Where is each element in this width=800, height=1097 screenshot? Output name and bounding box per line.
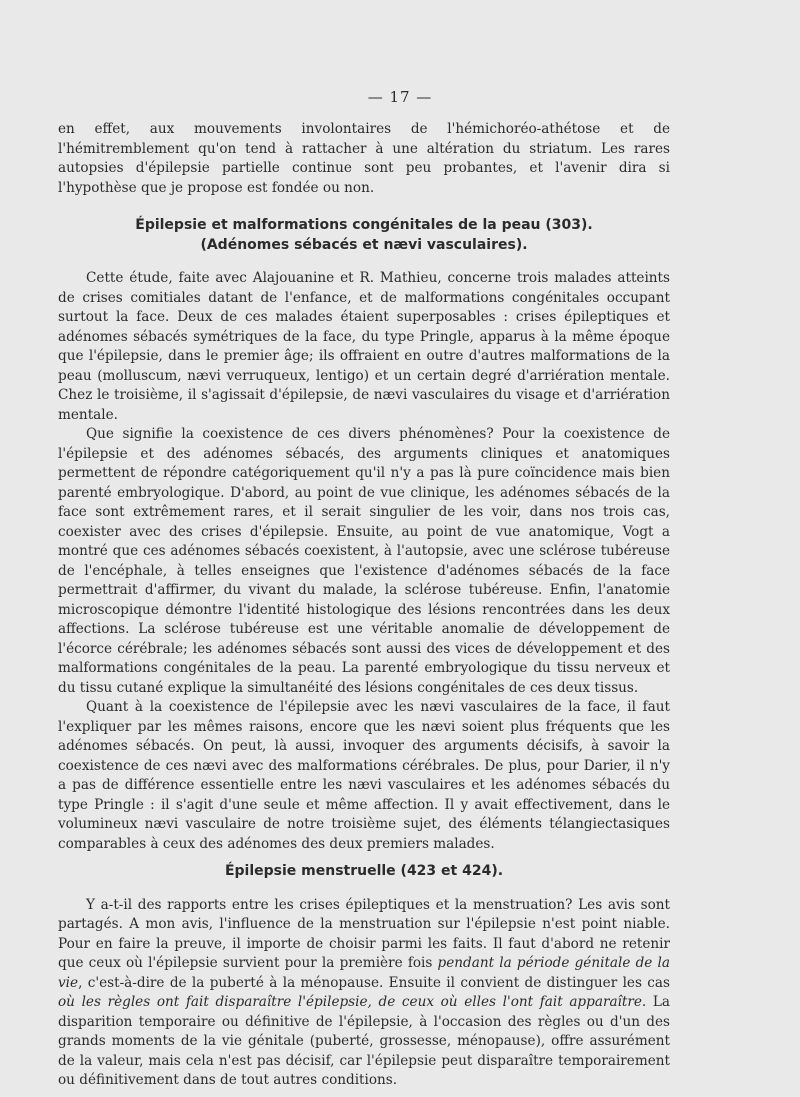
paragraph-3: Quant à la coexistence de l'épilepsie avec les nævi vasculaires de la face, il faut l'expliquer par les mêmes raisons, encore que les nævi soient plus fréquents que les adénomes sébacés. On peut, là aussi, invoquer des arguments décisifs, à savoir la coexistence de ces nævi avec des malformations cérébrales. De plus, pour Darier, il n'y a pas de différence essentielle entre les nævi vasculaires et les adénomes sébacés du type Pringle : il s'agit d'une seule et même affection. Il y avait effectivement, dans le volumineux nævi vasculaire de notre troisième sujet, des éléments télangiectasiques comparables à ceux des adénomes des deux premiers malades.	[58, 699, 670, 852]
paragraph-4-emphasis-2: où les règles ont fait disparaître l'épilepsie, de ceux où elles l'ont fait apparaître.	[58, 994, 647, 1010]
section-heading-epilepsie-menstruelle: Épilepsie menstruelle (423 et 424).	[224, 863, 504, 879]
paragraph-4-part-b: , c'est-à-dire de la puberté à la ménopause. Ensuite il convient de distinguer les cas	[78, 974, 670, 991]
paragraph-4	[58, 896, 670, 1091]
section-subheading-adenomes: (Adénomes sébacés et nævi vasculaires).	[200, 236, 528, 253]
paragraph-1: Cette étude, faite avec Alajouanine et R. Mathieu, concerne trois malades atteints de crises comitiales datant de l'enfance, et de malformations congénitales occupant surtout la face. Deux de ces malades étaient superposables : crises épileptiques et adénomes sébacés symétriques de la face, du type Pringle, apparus à la même époque que l'épilepsie, dans le premier âge; ils offraient en outre d'autres malformations de la peau (molluscum, nævi verruqueux, lentigo) et un certain degré d'arriération mentale. Chez le troisième, il s'agissait d'épilepsie, de nævi vasculaires du visage et d'arriération mentale.	[58, 270, 670, 423]
paragraph-4-emphasis-1: pendant la période génitale de la vie	[58, 955, 670, 991]
page-number: — 17 —	[367, 88, 433, 106]
section-heading-epilepsie-malformations: Épilepsie et malformations congénitales de la peau (303).	[135, 217, 593, 233]
page-content	[58, 120, 670, 1091]
paragraph-2: Que signifie la coexistence de ces divers phénomènes? Pour la coexistence de l'épilepsie et des adénomes sébacés, des arguments cliniques et anatomiques permettent de répondre catégoriquement qu'il n'y a pas là pure coïncidence mais bien parenté embryologique. D'abord, au point de vue clinique, les adénomes sébacés de la face sont extrêmement rares, et il serait singulier de les voir, dans nos trois cas, coexister avec des crises d'épilepsie. Ensuite, au point de vue anatomique, Vogt a montré que ces adénomes sébacés coexistent, à l'autopsie, avec une sclérose tubéreuse de l'encéphale, à telles enseignes que l'existence d'adénomes sébacés de la face permettrait d'affirmer, du vivant du malade, la sclérose tubéreuse. Enfin, l'anatomie microscopique démontre l'identité histologique des lésions rencontrées dans les deux affections. La sclérose tubéreuse est une véritable anomalie de développement de l'écorce cérébrale; les adénomes sébacés sont aussi des vices de développement et des malformations congénitales de la peau. La parenté embryologique du tissu nerveux et du tissu cutané explique la simultanéité des lésions congénitales de ces deux tissus.	[58, 426, 670, 696]
intro-paragraph: en effet, aux mouvements involontaires de l'hémichoréo-athétose et de l'hémitremblement qu'on tend à rattacher à une altération du striatum. Les rares autopsies d'épilepsie partielle continue sont peu probantes, et l'avenir dira si l'hypothèse que je propose est fondée ou non.	[58, 121, 670, 196]
paragraph-4-part-a: Y a-t-il des rapports entre les crises épileptiques et la menstruation? Les avis sont partagés. A mon avis, l'influence de la menstruation sur l'épilepsie n'est point niable. Pour en faire la preuve, il importe de choisir parmi les faits. Il faut d'abord ne retenir que ceux où l'épilepsie survient pour la première fois	[58, 896, 670, 971]
paragraph-4-part-c: La disparition temporaire ou définitive de l'épilepsie, à l'occasion des règles ou d'un des grands moments de la vie génitale (puberté, grossesse, ménopause), offre assurément de la valeur, mais cela n'est pas décisif, car l'épilepsie peut disparaître temporairement ou définitivement dans de tout autres conditions.	[58, 994, 671, 1088]
